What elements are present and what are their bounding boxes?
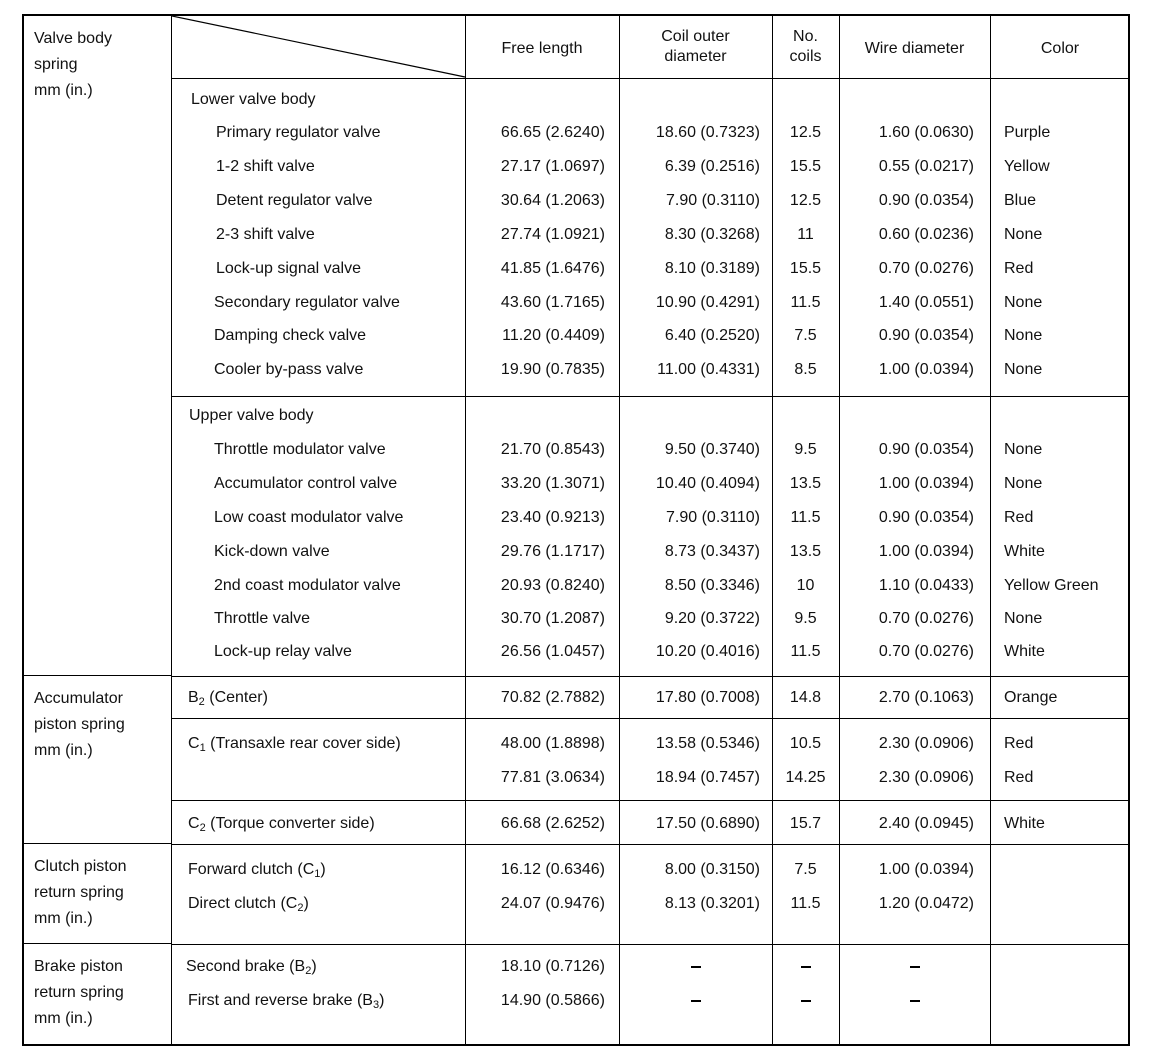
row-coil-value: 8.00 (0.3150) xyxy=(664,861,760,878)
row-color-value: None xyxy=(1004,361,1043,378)
row-free-value: 70.82 (2.7882) xyxy=(500,689,605,706)
row-wire-value: 0.70 (0.0276) xyxy=(878,260,974,277)
row-name: Lock-up signal valve xyxy=(216,260,361,277)
row-coil-value: 10.90 (0.4291) xyxy=(655,294,760,311)
row-coil-value: 10.40 (0.4094) xyxy=(655,475,760,492)
row-color-value: None xyxy=(1004,610,1043,627)
row-free-value: 23.40 (0.9213) xyxy=(500,509,605,526)
row-color-value: Red xyxy=(1004,260,1034,277)
row-free-value: 43.60 (1.7165) xyxy=(500,294,605,311)
row-free-value: 24.07 (0.9476) xyxy=(500,895,605,912)
row-wire-value: 2.70 (0.1063) xyxy=(878,689,974,706)
row-coil-value: 7.90 (0.3110) xyxy=(666,192,760,209)
row-name: Secondary regulator valve xyxy=(214,294,400,311)
row-color-value: None xyxy=(1004,441,1043,458)
row-wire-value: 0.90 (0.0354) xyxy=(878,441,974,458)
row-coils-value: 13.5 xyxy=(789,475,822,492)
row-color-value: None xyxy=(1004,475,1043,492)
row-free-value: 33.20 (1.3071) xyxy=(500,475,605,492)
row-free-value: 16.12 (0.6346) xyxy=(500,861,605,878)
row-color-value: Purple xyxy=(1004,124,1051,141)
row-wire-value: 0.90 (0.0354) xyxy=(878,327,974,344)
row-name: Cooler by-pass valve xyxy=(214,361,364,378)
row-coil-value: 11.00 (0.4331) xyxy=(657,361,760,378)
group-upper-valve-body: Upper valve body xyxy=(189,407,314,424)
row-color-value: None xyxy=(1004,327,1043,344)
row-coil-value: 17.80 (0.7008) xyxy=(655,689,760,706)
row-wire-value: 1.20 (0.0472) xyxy=(878,895,974,912)
row-name: Throttle modulator valve xyxy=(214,441,386,458)
spring-spec-table xyxy=(22,14,1130,1046)
section-line-brake xyxy=(172,944,1130,945)
row-coils-value: 11.5 xyxy=(790,294,821,311)
row-color-value: Orange xyxy=(1004,689,1058,706)
row-coils-value: 14.8 xyxy=(789,689,822,706)
row-wire-value: 1.00 (0.0394) xyxy=(878,543,974,560)
row-coils-value: 7.5 xyxy=(794,861,817,878)
row-coil-value: 7.90 (0.3110) xyxy=(666,509,760,526)
row-coil-value: 8.73 (0.3437) xyxy=(664,543,760,560)
row-color-value: White xyxy=(1004,815,1045,832)
row-coils-value: 9.5 xyxy=(794,441,817,458)
row-coil-value: 13.58 (0.5346) xyxy=(655,735,760,752)
row-coils-value: 9.5 xyxy=(794,610,817,627)
row-coils-value: 11.5 xyxy=(790,895,821,912)
row-color-value: Red xyxy=(1004,509,1034,526)
row-coil-value: 18.94 (0.7457) xyxy=(655,769,760,786)
row-color-value: Yellow xyxy=(1004,158,1050,175)
row-color-value: Red xyxy=(1004,769,1034,786)
group-lower-valve-body: Lower valve body xyxy=(191,91,316,108)
row-coil-value: 8.30 (0.3268) xyxy=(664,226,760,243)
row-free-value: 30.64 (1.2063) xyxy=(500,192,605,209)
row-coils-value: 15.7 xyxy=(789,815,822,832)
row-coil-value: 10.20 (0.4016) xyxy=(655,643,760,660)
row-coil-value: 8.10 (0.3189) xyxy=(664,260,760,277)
row-coil-value: 8.50 (0.3346) xyxy=(664,577,760,594)
header-wire-diameter: Wire diameter xyxy=(864,40,965,57)
header-free-length: Free length xyxy=(501,40,583,57)
row-wire-value: 0.90 (0.0354) xyxy=(878,192,974,209)
row-coils-value: 12.5 xyxy=(789,124,822,141)
row-coil-value: 9.50 (0.3740) xyxy=(664,441,760,458)
row-name: $C_1$ (Transaxle rear cover side) xyxy=(188,735,401,754)
row-name: $C_2$ (Torque converter side) xyxy=(188,815,375,834)
row-wire-value: 1.40 (0.0551) xyxy=(878,294,974,311)
row-name: Kick-down valve xyxy=(214,543,330,560)
row-wire-value: 0.60 (0.0236) xyxy=(878,226,974,243)
row-coils-value xyxy=(772,957,839,977)
row-color-value: None xyxy=(1004,294,1043,311)
row-wire-value: 0.55 (0.0217) xyxy=(878,158,974,175)
row-wire-value: 0.70 (0.0276) xyxy=(878,643,974,660)
row-wire-value: 1.00 (0.0394) xyxy=(878,361,974,378)
row-wire-value: 1.00 (0.0394) xyxy=(878,861,974,878)
header-color: Color xyxy=(1040,40,1080,57)
row-color-value: Red xyxy=(1004,735,1034,752)
row-name: Damping check valve xyxy=(214,327,367,344)
row-free-value: 27.74 (1.0921) xyxy=(500,226,605,243)
row-coils-value: 7.5 xyxy=(794,327,817,344)
row-coil-value xyxy=(619,991,772,1011)
row-free-value: 30.70 (1.2087) xyxy=(500,610,605,627)
row-color-value: White xyxy=(1004,643,1045,660)
row-color-value: None xyxy=(1004,226,1043,243)
row-wire-value: 2.40 (0.0945) xyxy=(878,815,974,832)
header-no-coils: No. coils xyxy=(789,28,822,65)
header-bottom-line xyxy=(172,78,1130,79)
row-color-value: Yellow Green xyxy=(1004,577,1099,594)
row-coils-value: 15.5 xyxy=(789,158,822,175)
category-valve-body-label: Valve body spring mm (in.) xyxy=(34,30,112,99)
row-name: Accumulator control valve xyxy=(214,475,398,492)
row-free-value: 14.90 (0.5866) xyxy=(500,992,605,1009)
category-accumulator-label: Accumulator piston spring mm (in.) xyxy=(34,690,125,759)
row-wire-value: 2.30 (0.0906) xyxy=(878,769,974,786)
row-name: Primary regulator valve xyxy=(216,124,381,141)
row-name: Forward clutch $(C_1)$ xyxy=(188,861,326,880)
row-wire-value xyxy=(839,991,990,1011)
category-clutch-label: Clutch piston return spring mm (in.) xyxy=(34,858,127,927)
row-name: Lock-up relay valve xyxy=(214,643,352,660)
row-wire-value: 1.10 (0.0433) xyxy=(878,577,974,594)
row-free-value: 19.90 (0.7835) xyxy=(500,361,605,378)
header-diagonal xyxy=(172,16,466,78)
row-free-value: 66.68 (2.6252) xyxy=(500,815,605,832)
row-coils-value: 10.5 xyxy=(789,735,822,752)
row-wire-value: 1.60 (0.0630) xyxy=(878,124,974,141)
section-line-clutch xyxy=(172,844,1130,845)
row-coil-value xyxy=(619,957,772,977)
row-name: Low coast modulator valve xyxy=(214,509,404,526)
row-wire-value: 1.00 (0.0394) xyxy=(878,475,974,492)
row-coils-value: 15.5 xyxy=(789,260,822,277)
group-divider-line xyxy=(172,396,1130,397)
row-name: 2nd coast modulator valve xyxy=(214,577,401,594)
row-free-value: 27.17 (1.0697) xyxy=(500,158,605,175)
row-name: Direct clutch $(C_2)$ xyxy=(188,895,309,914)
row-coil-value: 9.20 (0.3722) xyxy=(664,610,760,627)
row-free-value: 21.70 (0.8543) xyxy=(500,441,605,458)
row-free-value: 77.81 (3.0634) xyxy=(500,769,605,786)
row-wire-value: 2.30 (0.0906) xyxy=(878,735,974,752)
row-free-value: 29.76 (1.1717) xyxy=(500,543,605,560)
row-coils-value: 14.25 xyxy=(785,769,826,786)
row-name: First and reverse brake $(B_3)$ xyxy=(188,992,385,1011)
row-free-value: 26.56 (1.0457) xyxy=(500,643,605,660)
category-brake-label: Brake piston return spring mm (in.) xyxy=(34,958,124,1027)
row-free-value: 20.93 (0.8240) xyxy=(500,577,605,594)
row-name: 2-3 shift valve xyxy=(216,226,315,243)
row-coils-value xyxy=(772,991,839,1011)
header-coil-outer-diameter: Coil outer diameter xyxy=(661,28,730,65)
row-wire-value: 0.70 (0.0276) xyxy=(878,610,974,627)
row-coil-value: 18.60 (0.7323) xyxy=(655,124,760,141)
row-coil-value: 6.39 (0.2516) xyxy=(664,158,760,175)
row-name: Throttle valve xyxy=(214,610,311,627)
row-free-value: 11.20 (0.4409) xyxy=(502,327,605,344)
row-name: Detent regulator valve xyxy=(216,192,373,209)
row-free-value: 18.10 (0.7126) xyxy=(500,958,605,975)
row-color-value: White xyxy=(1004,543,1045,560)
row-color-value: Blue xyxy=(1004,192,1037,209)
section-line-c1 xyxy=(172,718,1130,719)
row-name: 1-2 shift valve xyxy=(216,158,315,175)
row-free-value: 41.85 (1.6476) xyxy=(500,260,605,277)
row-coils-value: 8.5 xyxy=(794,361,817,378)
row-coil-value: 6.40 (0.2520) xyxy=(664,327,760,344)
row-free-value: 48.00 (1.8898) xyxy=(500,735,605,752)
section-line-accumulator xyxy=(172,676,1130,677)
row-coils-value: 10 xyxy=(796,577,815,594)
row-wire-value xyxy=(839,957,990,977)
row-name: Second brake $(B_2)$ xyxy=(186,958,317,977)
row-free-value: 66.65 (2.6240) xyxy=(500,124,605,141)
row-coils-value: 11 xyxy=(797,226,814,243)
row-coils-value: 13.5 xyxy=(789,543,822,560)
row-coil-value: 8.13 (0.3201) xyxy=(664,895,760,912)
row-coil-value: 17.50 (0.6890) xyxy=(655,815,760,832)
row-name: $B_2$ (Center) xyxy=(188,689,268,708)
row-coils-value: 12.5 xyxy=(789,192,822,209)
row-coils-value: 11.5 xyxy=(790,643,821,660)
col-line-5 xyxy=(990,16,991,1046)
section-line-c2 xyxy=(172,800,1130,801)
row-wire-value: 0.90 (0.0354) xyxy=(878,509,974,526)
row-coils-value: 11.5 xyxy=(790,509,821,526)
